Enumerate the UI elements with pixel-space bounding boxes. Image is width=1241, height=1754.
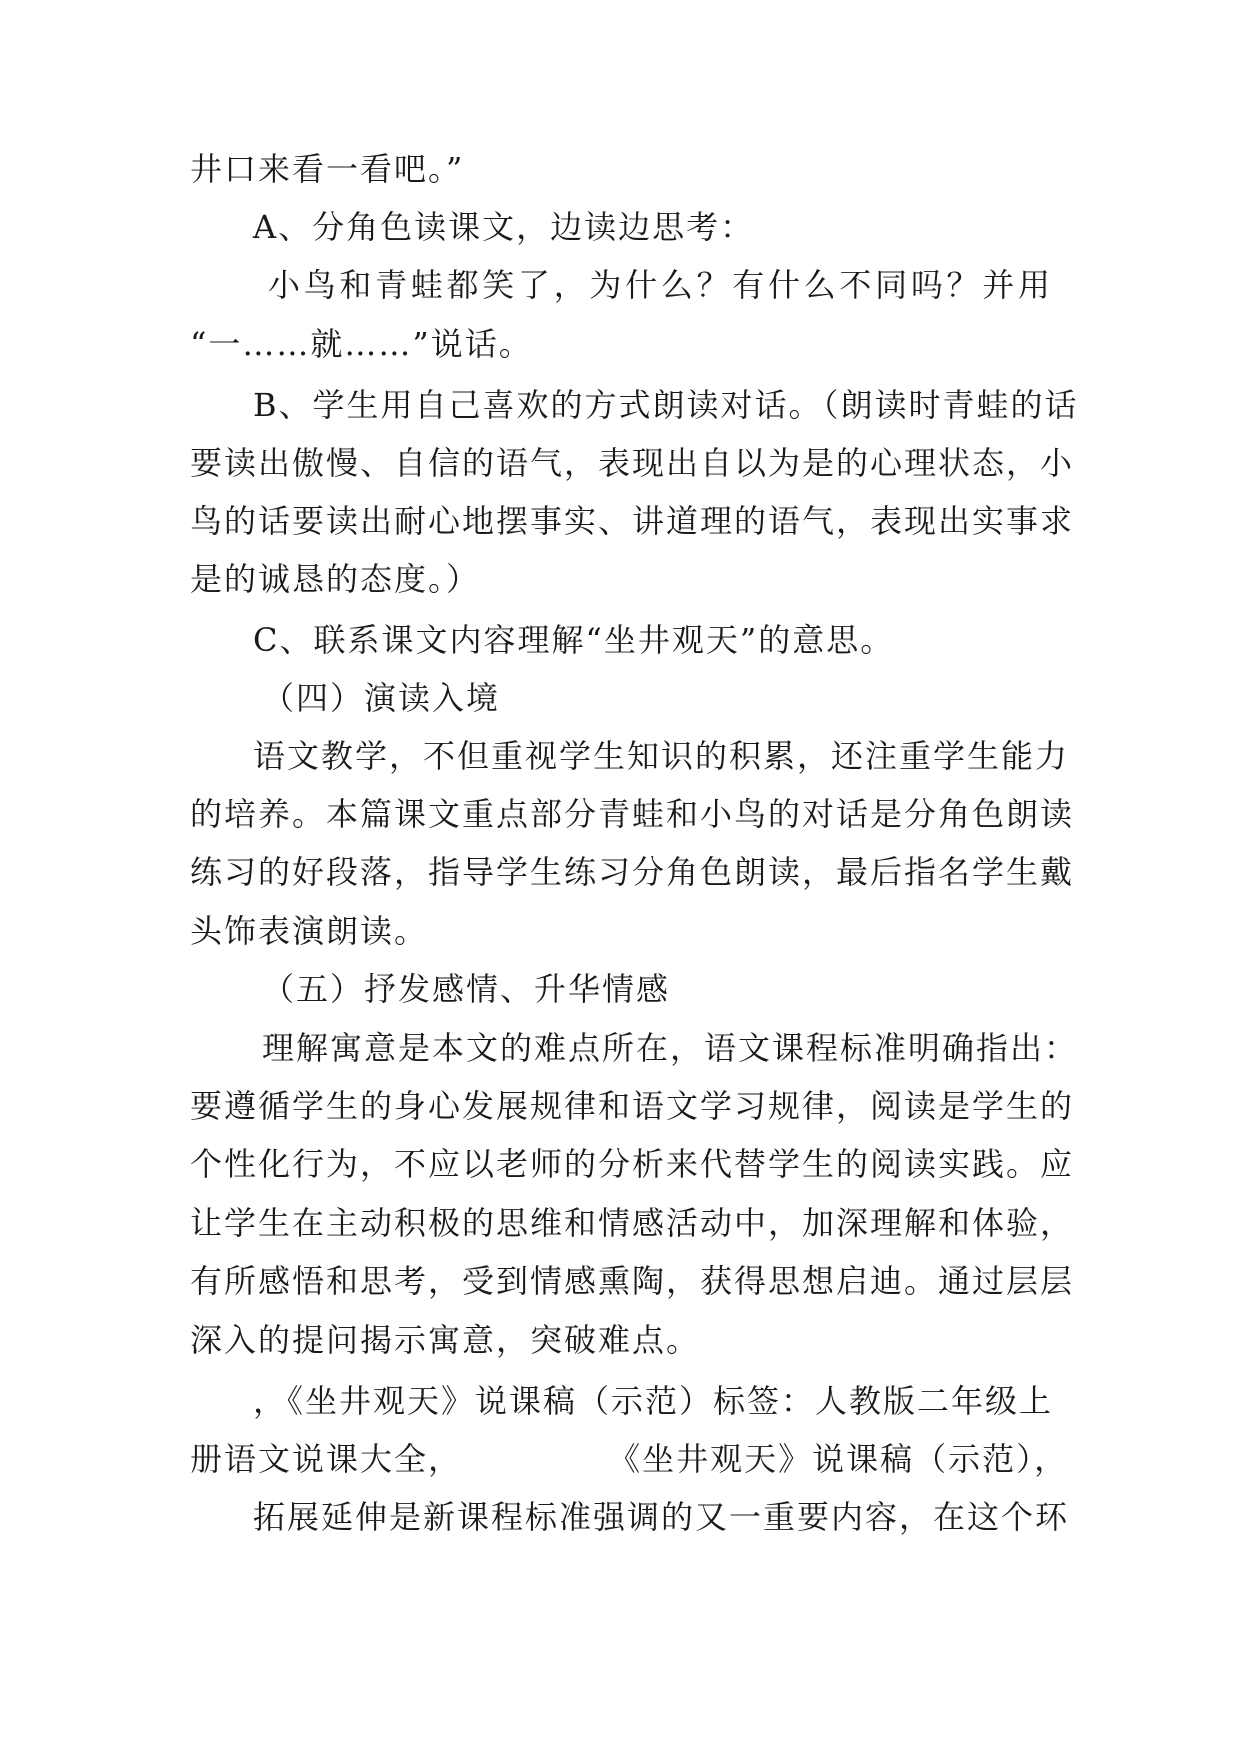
text-line: B、学生用自己喜欢的方式朗读对话。（朗读时青蛙的话 [253, 386, 1079, 424]
section-heading: （四）演读入境 [262, 679, 501, 717]
text-line: A、分角色读课文，边读边思考： [253, 208, 755, 246]
text-line: ，《坐井观天》说课稿（示范）标签：人教版二年级上 [253, 1382, 1054, 1420]
text-line: 的培养。本篇课文重点部分青蛙和小鸟的对话是分角色朗读 [190, 795, 1075, 833]
text-line: 册语文说课大全， 《坐井观天》说课稿（示范）， [190, 1440, 1069, 1478]
text-line: 个性化行为，不应以老师的分析来代替学生的阅读实践。应 [190, 1145, 1075, 1183]
text-line: 有所感悟和思考，受到情感熏陶，获得思想启迪。通过层层 [190, 1262, 1075, 1300]
text-line: 拓展延伸是新课程标准强调的又一重要内容，在这个环 [253, 1498, 1070, 1536]
text-line: 要遵循学生的身心发展规律和语文学习规律，阅读是学生的 [190, 1087, 1075, 1125]
text-line: “一……就……”说话。 [190, 325, 533, 363]
text-line: 井口来看一看吧。” [190, 150, 465, 188]
section-heading: （五）抒发感情、升华情感 [262, 970, 671, 1008]
text-line: 要读出傲慢、自信的语气，表现出自以为是的心理状态，小 [190, 444, 1075, 482]
text-line: 小鸟和青蛙都笑了，为什么？有什么不同吗？并用 [268, 266, 1052, 304]
text-line: 头饰表演朗读。 [190, 912, 429, 950]
text-line: 让学生在主动积极的思维和情感活动中，加深理解和体验， [190, 1204, 1075, 1242]
text-line: 练习的好段落，指导学生练习分角色朗读，最后指名学生戴 [190, 853, 1075, 891]
text-line: 鸟的话要读出耐心地摆事实、讲道理的语气，表现出实事求 [190, 502, 1075, 540]
text-line: 理解寓意是本文的难点所在，语文课程标准明确指出： [262, 1029, 1079, 1067]
text-line: 深入的提问揭示寓意，突破难点。 [190, 1321, 701, 1359]
text-line: 是的诚恳的态度。） [190, 560, 481, 598]
text-line: 语文教学，不但重视学生知识的积累，还注重学生能力 [253, 737, 1070, 775]
text-line: C、联系课文内容理解“坐井观天”的意思。 [253, 621, 895, 659]
